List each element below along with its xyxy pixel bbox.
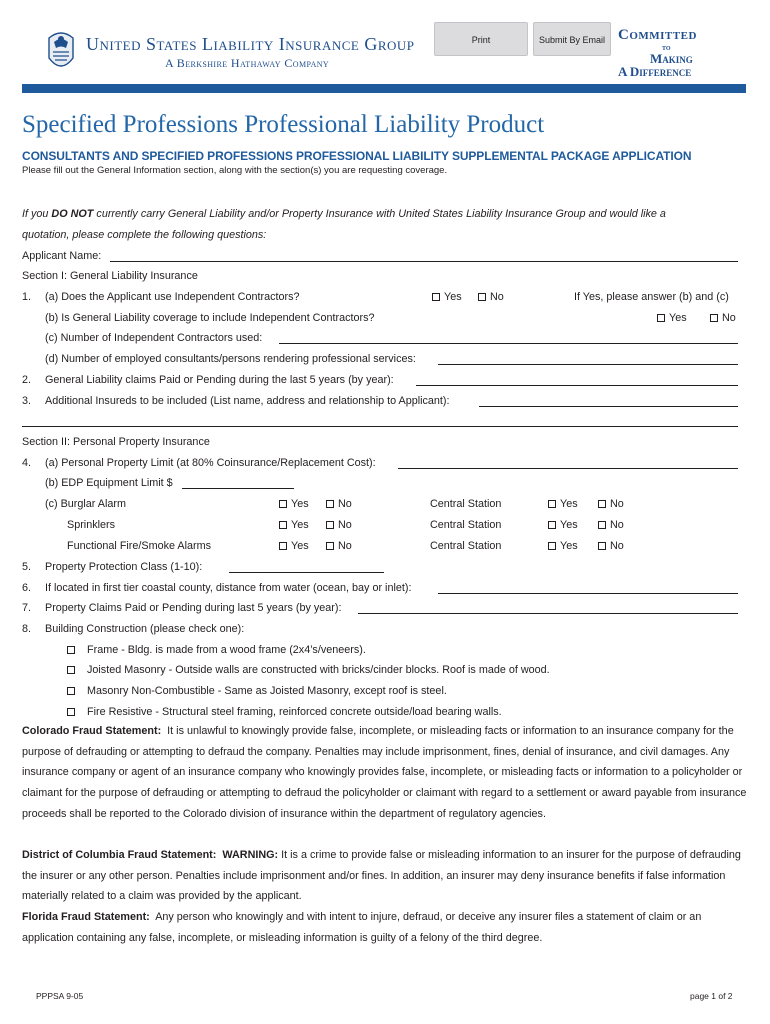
- question-1d: (d) Number of employed consultants/persons rendering professional services:: [45, 353, 416, 365]
- option-label: No: [338, 519, 352, 531]
- option-label: No: [610, 519, 624, 531]
- motto-line: to: [662, 42, 671, 52]
- q1c-field[interactable]: [279, 343, 738, 344]
- checkbox-icon: [67, 708, 75, 716]
- question-4a: (a) Personal Property Limit (at 80% Coinsurance/Replacement Cost):: [45, 457, 376, 469]
- sprinklers-label: Sprinklers: [67, 519, 116, 531]
- statement-label: Colorado Fraud Statement:: [22, 725, 162, 737]
- option-label: Yes: [560, 519, 578, 531]
- sprinklers-central-no-checkbox[interactable]: [598, 519, 624, 531]
- instructions: Please fill out the General Information section, along with the section(s) you are requesting coverage.: [22, 165, 448, 176]
- checkbox-icon: [478, 293, 486, 301]
- question-6: If located in first tier coastal county, distance from water (ocean, bay or inlet):: [45, 582, 412, 594]
- motto-line: A Difference: [618, 64, 692, 79]
- q7-field[interactable]: [358, 613, 738, 614]
- option-label: No: [610, 540, 624, 552]
- option-label: No: [338, 498, 352, 510]
- submit-by-email-button[interactable]: Submit By Email: [533, 22, 611, 56]
- checkbox-icon: [67, 687, 75, 695]
- checkbox-icon: [279, 542, 287, 550]
- q5-field[interactable]: [229, 572, 384, 573]
- statement-text: It is a crime to provide false or misleading information to an insurer for the purpose of defrauding the insurer or any other person. Penalties include imprisonment and/or fines. In addition, an insurer may deny insurance benefits if false information materially related to a claim was provided by the applicant.: [22, 849, 741, 903]
- q4a-field[interactable]: [398, 468, 738, 469]
- fire-alarms-yes-checkbox[interactable]: [279, 540, 309, 552]
- construction-fire-resistive-checkbox[interactable]: [67, 706, 502, 718]
- burglar-alarm-yes-checkbox[interactable]: [279, 498, 309, 510]
- company-subtitle: A Berkshire Hathaway Company: [165, 56, 330, 70]
- q2-field[interactable]: [416, 385, 738, 386]
- motto-line: Committed: [618, 27, 697, 43]
- fire-alarms-no-checkbox[interactable]: [326, 540, 352, 552]
- question-4b: (b) EDP Equipment Limit $: [45, 477, 173, 489]
- option-label: Fire Resistive - Structural steel framing, reinforced concrete outside/load bearing walls.: [87, 706, 502, 718]
- intro-emphasis: DO NOT: [51, 208, 94, 220]
- fire-central-no-checkbox[interactable]: [598, 540, 624, 552]
- q1b-no-checkbox[interactable]: [710, 312, 736, 324]
- question-1c: (c) Number of Independent Contractors used:: [45, 332, 263, 344]
- construction-masonry-noncombustible-checkbox[interactable]: [67, 685, 447, 697]
- question-2: General Liability claims Paid or Pending during the last 5 years (by year):: [45, 374, 394, 386]
- question-number: 7.: [22, 602, 32, 614]
- checkbox-icon: [548, 542, 556, 550]
- question-number: 8.: [22, 623, 32, 635]
- option-label: Yes: [560, 498, 578, 510]
- option-label: Yes: [669, 312, 687, 324]
- sprinklers-yes-checkbox[interactable]: [279, 519, 309, 531]
- checkbox-icon: [279, 500, 287, 508]
- checkbox-icon: [432, 293, 440, 301]
- question-4c-burglar-alarm: (c) Burglar Alarm: [45, 498, 126, 510]
- question-1b: (b) Is General Liability coverage to include Independent Contractors?: [45, 312, 375, 324]
- sprinklers-central-yes-checkbox[interactable]: [548, 519, 578, 531]
- option-label: No: [338, 540, 352, 552]
- checkbox-icon: [67, 666, 75, 674]
- option-label: Masonry Non-Combustible - Same as Joisted Masonry, except roof is steel.: [87, 685, 447, 697]
- option-label: No: [610, 498, 624, 510]
- construction-frame-checkbox[interactable]: [67, 644, 366, 656]
- burglar-central-yes-checkbox[interactable]: [548, 498, 578, 510]
- applicant-name-label: Applicant Name:: [22, 250, 102, 262]
- sprinklers-no-checkbox[interactable]: [326, 519, 352, 531]
- question-number: 3.: [22, 395, 32, 407]
- checkbox-icon: [279, 521, 287, 529]
- checkbox-icon: [710, 314, 718, 322]
- intro-line-2: quotation, please complete the following questions:: [22, 229, 267, 241]
- q1d-field[interactable]: [438, 364, 738, 365]
- fire-alarms-label: Functional Fire/Smoke Alarms: [67, 540, 212, 552]
- florida-fraud-statement: [22, 907, 748, 948]
- question-number: 6.: [22, 582, 32, 594]
- company-name: United States Liability Insurance Group: [86, 34, 415, 54]
- form-id: PPPSA 9-05: [36, 991, 84, 1001]
- section-2-heading: Section II: Personal Property Insurance: [22, 436, 210, 448]
- question-1-note: If Yes, please answer (b) and (c): [574, 291, 729, 303]
- burglar-central-no-checkbox[interactable]: [598, 498, 624, 510]
- q4b-field[interactable]: [182, 488, 294, 489]
- option-label: No: [722, 312, 736, 324]
- motto-logo: [618, 28, 728, 78]
- question-number: 1.: [22, 291, 32, 303]
- motto-line: Making: [650, 51, 693, 66]
- checkbox-icon: [67, 646, 75, 654]
- statement-text: It is unlawful to knowingly provide false, incomplete, or misleading facts or information to an insurance company for the purpose of defrauding or attempting to defraud the company. Penalties may include imprisonment, fines, denial of insurance, and civil damages. Any insurance company or agent of an insurance company who knowingly provides false, incomplete, or misleading facts or information to a policyholder or claimant for the purpose of defrauding or attempting to defraud the policyholder or claimant with regard to a settlement or award payable from insurance proceeds shall be reported to the Colorado division of insurance within the department of regulatory agencies.: [22, 725, 747, 820]
- header-divider: [22, 84, 746, 93]
- question-5: Property Protection Class (1-10):: [45, 561, 203, 573]
- page-title: Specified Professions Professional Liability Product: [22, 111, 545, 138]
- statement-text: Any person who knowingly and with intent to injure, defraud, or deceive any insurer files a statement of claim or an application containing any false, incomplete, or misleading information is guilty of a felony of the third degree.: [22, 911, 702, 944]
- checkbox-icon: [598, 542, 606, 550]
- q3-field[interactable]: [479, 406, 738, 407]
- page-number: page 1 of 2: [690, 991, 733, 1001]
- central-station-label: Central Station: [430, 498, 502, 510]
- construction-joisted-masonry-checkbox[interactable]: [67, 664, 550, 676]
- eagle-shield-logo-icon: [46, 28, 76, 74]
- option-label: Yes: [291, 498, 309, 510]
- intro-text: currently carry General Liability and/or Property Insurance with United States Liability Insurance Group and would like a: [93, 208, 666, 220]
- option-label: Yes: [291, 540, 309, 552]
- form-subtitle: CONSULTANTS AND SPECIFIED PROFESSIONS PROFESSIONAL LIABILITY SUPPLEMENTAL PACKAGE APPLICATION: [22, 149, 692, 163]
- dc-fraud-statement: [22, 845, 748, 907]
- checkbox-icon: [326, 542, 334, 550]
- q6-field[interactable]: [438, 593, 738, 594]
- intro-text: If you: [22, 208, 52, 220]
- checkbox-icon: [598, 521, 606, 529]
- option-label: Joisted Masonry - Outside walls are constructed with bricks/cinder blocks. Roof is made of wood.: [87, 664, 550, 676]
- checkbox-icon: [548, 500, 556, 508]
- applicant-name-field[interactable]: [110, 261, 738, 262]
- statement-label: Florida Fraud Statement:: [22, 911, 150, 923]
- question-number: 2.: [22, 374, 32, 386]
- checkbox-icon: [657, 314, 665, 322]
- option-label: Frame - Bldg. is made from a wood frame (2x4’s/veneers).: [87, 644, 366, 656]
- section-1-heading: Section I: General Liability Insurance: [22, 270, 198, 282]
- q1b-yes-checkbox[interactable]: [657, 312, 687, 324]
- print-button[interactable]: Print: [434, 22, 528, 56]
- question-number: 4.: [22, 457, 32, 469]
- question-number: 5.: [22, 561, 32, 573]
- intro-line-1: [22, 208, 666, 220]
- q1a-no-checkbox[interactable]: [478, 291, 504, 303]
- fire-central-yes-checkbox[interactable]: [548, 540, 578, 552]
- checkbox-icon: [548, 521, 556, 529]
- q3-field-continued[interactable]: [22, 426, 738, 427]
- q1a-yes-checkbox[interactable]: [432, 291, 462, 303]
- checkbox-icon: [598, 500, 606, 508]
- option-label: Yes: [560, 540, 578, 552]
- option-label: No: [490, 291, 504, 303]
- option-label: Yes: [291, 519, 309, 531]
- central-station-label: Central Station: [430, 540, 502, 552]
- checkbox-icon: [326, 521, 334, 529]
- option-label: Yes: [444, 291, 462, 303]
- question-1a: (a) Does the Applicant use Independent Contractors?: [45, 291, 300, 303]
- checkbox-icon: [326, 500, 334, 508]
- statement-label: District of Columbia Fraud Statement:: [22, 849, 217, 861]
- question-3: Additional Insureds to be included (List name, address and relationship to Applicant):: [45, 395, 450, 407]
- statement-warning: WARNING:: [222, 849, 279, 861]
- burglar-alarm-no-checkbox[interactable]: [326, 498, 352, 510]
- central-station-label: Central Station: [430, 519, 502, 531]
- question-8: Building Construction (please check one):: [45, 623, 245, 635]
- question-7: Property Claims Paid or Pending during last 5 years (by year):: [45, 602, 342, 614]
- colorado-fraud-statement: [22, 721, 748, 825]
